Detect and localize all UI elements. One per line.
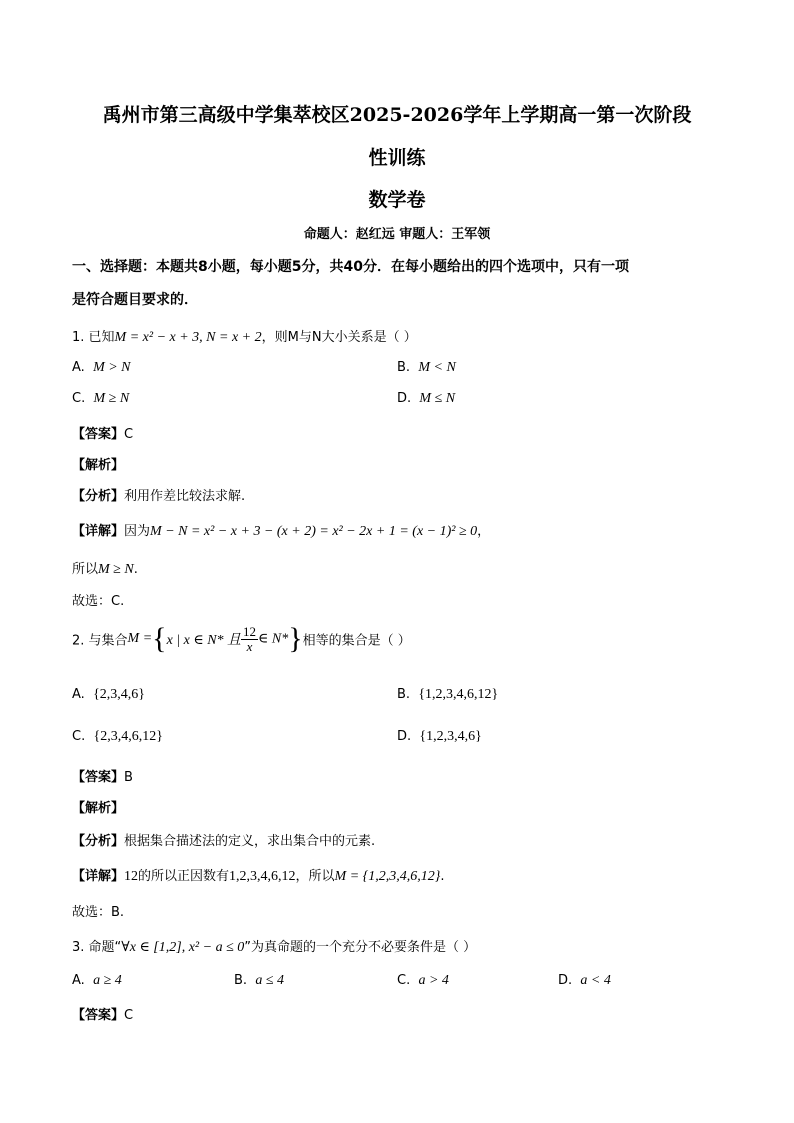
q1-analysis-tag: 【解析】 bbox=[72, 458, 125, 473]
q1-conclusion: 所以M ≥ N. bbox=[72, 562, 138, 577]
q1-option-d: D. M ≤ N bbox=[397, 391, 456, 406]
exam-authors: 命题人：赵红远 审题人：王军领 bbox=[303, 227, 491, 242]
q2-answer: 【答案】B bbox=[72, 770, 133, 785]
q2-option-d: D. {1,2,3,4,6} bbox=[397, 729, 482, 744]
question-3-stem: 3. 命题“∀x ∈ [1,2], x² − a ≤ 0”为真命题的一个充分不必要条件是（ ） bbox=[72, 940, 477, 955]
right-brace: } bbox=[288, 622, 303, 655]
q2-option-b: B. {1,2,3,4,6,12} bbox=[397, 687, 499, 702]
q1-option-b: B. M < N bbox=[397, 360, 456, 375]
q2-detail: 【详解】12的所以正因数有1,2,3,4,6,12，所以M = {1,2,3,4,6,12}. bbox=[72, 869, 445, 884]
q1-answer: 【答案】C bbox=[72, 427, 134, 442]
q1-fenxi: 【分析】利用作差比较法求解. bbox=[72, 489, 246, 504]
exam-title-line2: 性训练 bbox=[368, 147, 426, 169]
q1-detail: 【详解】因为M − N = x² − x + 3 − (x + 2) = x² − 2x + 1 = (x − 1)² ≥ 0， bbox=[72, 524, 491, 539]
q3-option-c: C. a > 4 bbox=[397, 973, 449, 988]
q2-analysis-tag: 【解析】 bbox=[72, 801, 125, 816]
q1-choose: 故选：C. bbox=[72, 594, 125, 609]
question-2-stem: 2. 与集合M ={x | x ∈ N* 且 $\frac{12}{x}$ ∈ N*}相等的集合是（ ） bbox=[72, 622, 411, 655]
exam-title-line1: 禹州市第三高级中学集萃校区2025-2026学年上学期高一第一次阶段 bbox=[102, 104, 692, 126]
fraction-12-over-x: $\frac{12}{x}$ bbox=[243, 623, 257, 654]
q3-option-b: B. a ≤ 4 bbox=[234, 973, 285, 988]
q3-answer: 【答案】C bbox=[72, 1008, 134, 1023]
q1-option-c: C. M ≥ N bbox=[72, 391, 130, 406]
exam-subject: 数学卷 bbox=[368, 189, 426, 211]
question-1-stem: 1. 已知M = x² − x + 3, N = x + 2，则M与N大小关系是（ ） bbox=[72, 330, 417, 345]
q2-option-a: A. {2,3,4,6} bbox=[72, 687, 146, 702]
q2-option-c: C. {2,3,4,6,12} bbox=[72, 729, 163, 744]
q3-option-d: D. a < 4 bbox=[558, 973, 611, 988]
q2-fenxi: 【分析】根据集合描述法的定义，求出集合中的元素. bbox=[72, 834, 376, 849]
section-instruction-line1: 一、选择题：本题共8小题，每小题5分，共40分．在每小题给出的四个选项中，只有一项 bbox=[72, 259, 629, 275]
q2-choose: 故选：B. bbox=[72, 905, 125, 920]
q3-option-a: A. a ≥ 4 bbox=[72, 973, 122, 988]
section-instruction-line2: 是符合题目要求的． bbox=[72, 292, 198, 308]
left-brace: { bbox=[152, 622, 167, 655]
q1-option-a: A. M > N bbox=[72, 360, 131, 375]
